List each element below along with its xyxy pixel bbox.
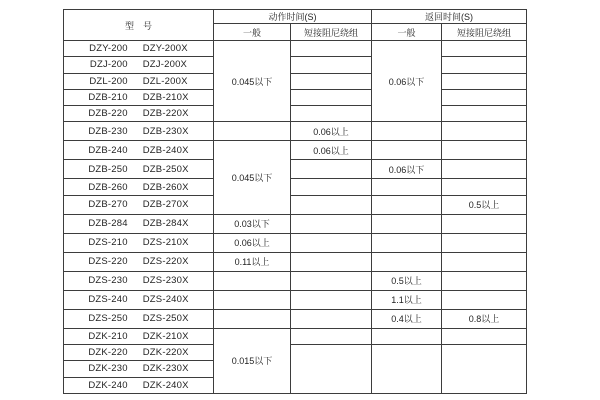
header-action-short-damping: 短接阻尼绕组: [291, 24, 372, 41]
model-name: DZS-210: [88, 237, 128, 249]
model-name: DZB-270: [88, 199, 128, 211]
model-name-x: DZJ-200X: [142, 59, 188, 71]
table-row: [64, 309, 527, 328]
action-damping-cell: [291, 106, 372, 122]
model-cell: [64, 141, 214, 160]
model-name: DZB-260: [88, 181, 128, 193]
return-damping-cell: [442, 233, 527, 252]
return-general-cell: 0.4以上: [372, 309, 442, 328]
return-damping-cell: [442, 344, 527, 393]
action-damping-cell: [291, 179, 372, 195]
return-damping-cell: [442, 290, 527, 309]
action-damping-cell: [291, 89, 372, 105]
table-row: [64, 271, 527, 290]
return-damping-cell: [442, 271, 527, 290]
model-name-x: DZB-220X: [142, 108, 189, 120]
return-damping-cell: [442, 122, 527, 141]
return-damping-cell: [442, 214, 527, 233]
table-row: [64, 290, 527, 309]
model-cell: [64, 377, 214, 393]
model-cell: [64, 122, 214, 141]
model-name-x: DZB-250X: [142, 163, 189, 175]
return-general-cell: [372, 328, 442, 344]
return-general-cell: [372, 214, 442, 233]
table-row: [64, 252, 527, 271]
return-general-cell: [372, 122, 442, 141]
model-name: DZB-240: [88, 144, 128, 156]
action-damping-cell: 0.06以上: [291, 141, 372, 160]
model-cell: [64, 160, 214, 179]
action-damping-cell: [291, 271, 372, 290]
model-name: DZB-250: [88, 163, 128, 175]
model-name-x: DZS-230X: [142, 275, 189, 287]
table-row: [64, 179, 527, 195]
table-row: [64, 41, 527, 57]
table-row: [64, 122, 527, 141]
return-damping-cell: [442, 89, 527, 105]
table-row: [64, 160, 527, 179]
return-damping-cell: [442, 252, 527, 271]
action-damping-cell: [291, 233, 372, 252]
header-model: 型 号: [64, 10, 214, 41]
return-general-cell: 1.1以上: [372, 290, 442, 309]
table-row: [64, 57, 527, 73]
table-row: [64, 214, 527, 233]
action-general-cell: [214, 122, 291, 141]
model-name: DZJ-200: [89, 59, 128, 71]
table-row: [64, 106, 527, 122]
model-cell: [64, 328, 214, 344]
return-general-cell: [372, 344, 442, 393]
model-name-x: DZB-210X: [142, 91, 189, 103]
model-cell: [64, 361, 214, 377]
model-name: DZB-210: [88, 91, 128, 103]
model-cell: [64, 290, 214, 309]
model-name: DZY-200: [89, 43, 128, 55]
model-name: DZL-200: [89, 75, 128, 87]
model-cell: [64, 106, 214, 122]
action-damping-cell: [291, 214, 372, 233]
table-row: [64, 89, 527, 105]
model-name: DZS-230: [88, 275, 128, 287]
return-general-cell: [372, 195, 442, 214]
model-name-x: DZK-210X: [142, 330, 189, 342]
model-cell: [64, 214, 214, 233]
model-cell: [64, 233, 214, 252]
model-cell: [64, 89, 214, 105]
action-general-cell: 0.015以下: [214, 328, 291, 393]
action-general-cell: [214, 271, 291, 290]
model-cell: [64, 41, 214, 57]
action-general-cell: 0.045以下: [214, 141, 291, 214]
return-general-cell: 0.06以下: [372, 41, 442, 122]
action-damping-cell: [291, 290, 372, 309]
action-general-cell: [214, 290, 291, 309]
return-damping-cell: [442, 141, 527, 160]
action-damping-cell: [291, 57, 372, 73]
table-row: [64, 73, 527, 89]
return-general-cell: [372, 141, 442, 160]
model-name-x: DZS-220X: [142, 256, 189, 268]
model-name-x: DZB-260X: [142, 181, 189, 193]
return-damping-cell: [442, 41, 527, 57]
model-name: DZB-284: [88, 218, 128, 230]
header-action-general: 一般: [214, 24, 291, 41]
model-name-x: DZS-250X: [142, 313, 189, 325]
model-name-x: DZB-240X: [142, 144, 189, 156]
action-damping-cell: [291, 41, 372, 57]
table-row: [64, 141, 527, 160]
action-general-cell: 0.045以下: [214, 41, 291, 122]
return-damping-cell: [442, 106, 527, 122]
table-row: [64, 328, 527, 344]
action-damping-cell: [291, 252, 372, 271]
model-name: DZK-220: [88, 347, 128, 359]
return-damping-cell: [442, 57, 527, 73]
model-cell: [64, 252, 214, 271]
model-name-x: DZS-240X: [142, 294, 189, 306]
return-general-cell: [372, 252, 442, 271]
action-damping-cell: [291, 328, 372, 344]
action-damping-cell: [291, 344, 372, 393]
return-damping-cell: [442, 328, 527, 344]
action-general-cell: 0.06以上: [214, 233, 291, 252]
action-damping-cell: [291, 160, 372, 179]
table-row: [64, 344, 527, 360]
table-row: [64, 195, 527, 214]
model-name: DZK-210: [88, 330, 128, 342]
return-general-cell: 0.5以上: [372, 271, 442, 290]
return-general-cell: 0.06以下: [372, 160, 442, 179]
action-damping-cell: [291, 309, 372, 328]
return-damping-cell: [442, 73, 527, 89]
model-name-x: DZS-210X: [142, 237, 189, 249]
header-return-time: 返回时间(S): [372, 10, 527, 24]
model-cell: [64, 309, 214, 328]
model-name: DZB-230: [88, 125, 128, 137]
model-name-x: DZB-230X: [142, 125, 189, 137]
model-cell: [64, 179, 214, 195]
model-name-x: DZK-240X: [142, 379, 189, 391]
model-cell: [64, 195, 214, 214]
action-general-cell: [214, 309, 291, 328]
model-cell: [64, 271, 214, 290]
action-damping-cell: [291, 73, 372, 89]
model-name-x: DZK-220X: [142, 347, 189, 359]
return-damping-cell: 0.5以上: [442, 195, 527, 214]
model-name: DZB-220: [88, 108, 128, 120]
header-return-short-damping: 短接阻尼绕组: [442, 24, 527, 41]
header-action-time: 动作时间(S): [214, 10, 372, 24]
return-general-cell: [372, 233, 442, 252]
action-general-cell: 0.03以下: [214, 214, 291, 233]
model-name: DZS-220: [88, 256, 128, 268]
action-general-cell: 0.11以上: [214, 252, 291, 271]
model-name-x: DZB-270X: [142, 199, 189, 211]
table-row: [64, 233, 527, 252]
return-general-cell: [372, 179, 442, 195]
model-name: DZS-240: [88, 294, 128, 306]
model-cell: [64, 57, 214, 73]
action-damping-cell: [291, 195, 372, 214]
model-cell: [64, 344, 214, 360]
model-name: DZK-240: [88, 379, 128, 391]
model-name: DZK-230: [88, 363, 128, 375]
return-damping-cell: [442, 179, 527, 195]
model-name-x: DZY-200X: [142, 43, 188, 55]
header-return-general: 一般: [372, 24, 442, 41]
action-damping-cell: 0.06以上: [291, 122, 372, 141]
model-name-x: DZK-230X: [142, 363, 189, 375]
return-damping-cell: [442, 160, 527, 179]
model-cell: [64, 73, 214, 89]
model-name-x: DZL-200X: [142, 75, 188, 87]
return-damping-cell: 0.8以上: [442, 309, 527, 328]
model-name-x: DZB-284X: [142, 218, 189, 230]
spec-table: [63, 9, 527, 394]
model-name: DZS-250: [88, 313, 128, 325]
